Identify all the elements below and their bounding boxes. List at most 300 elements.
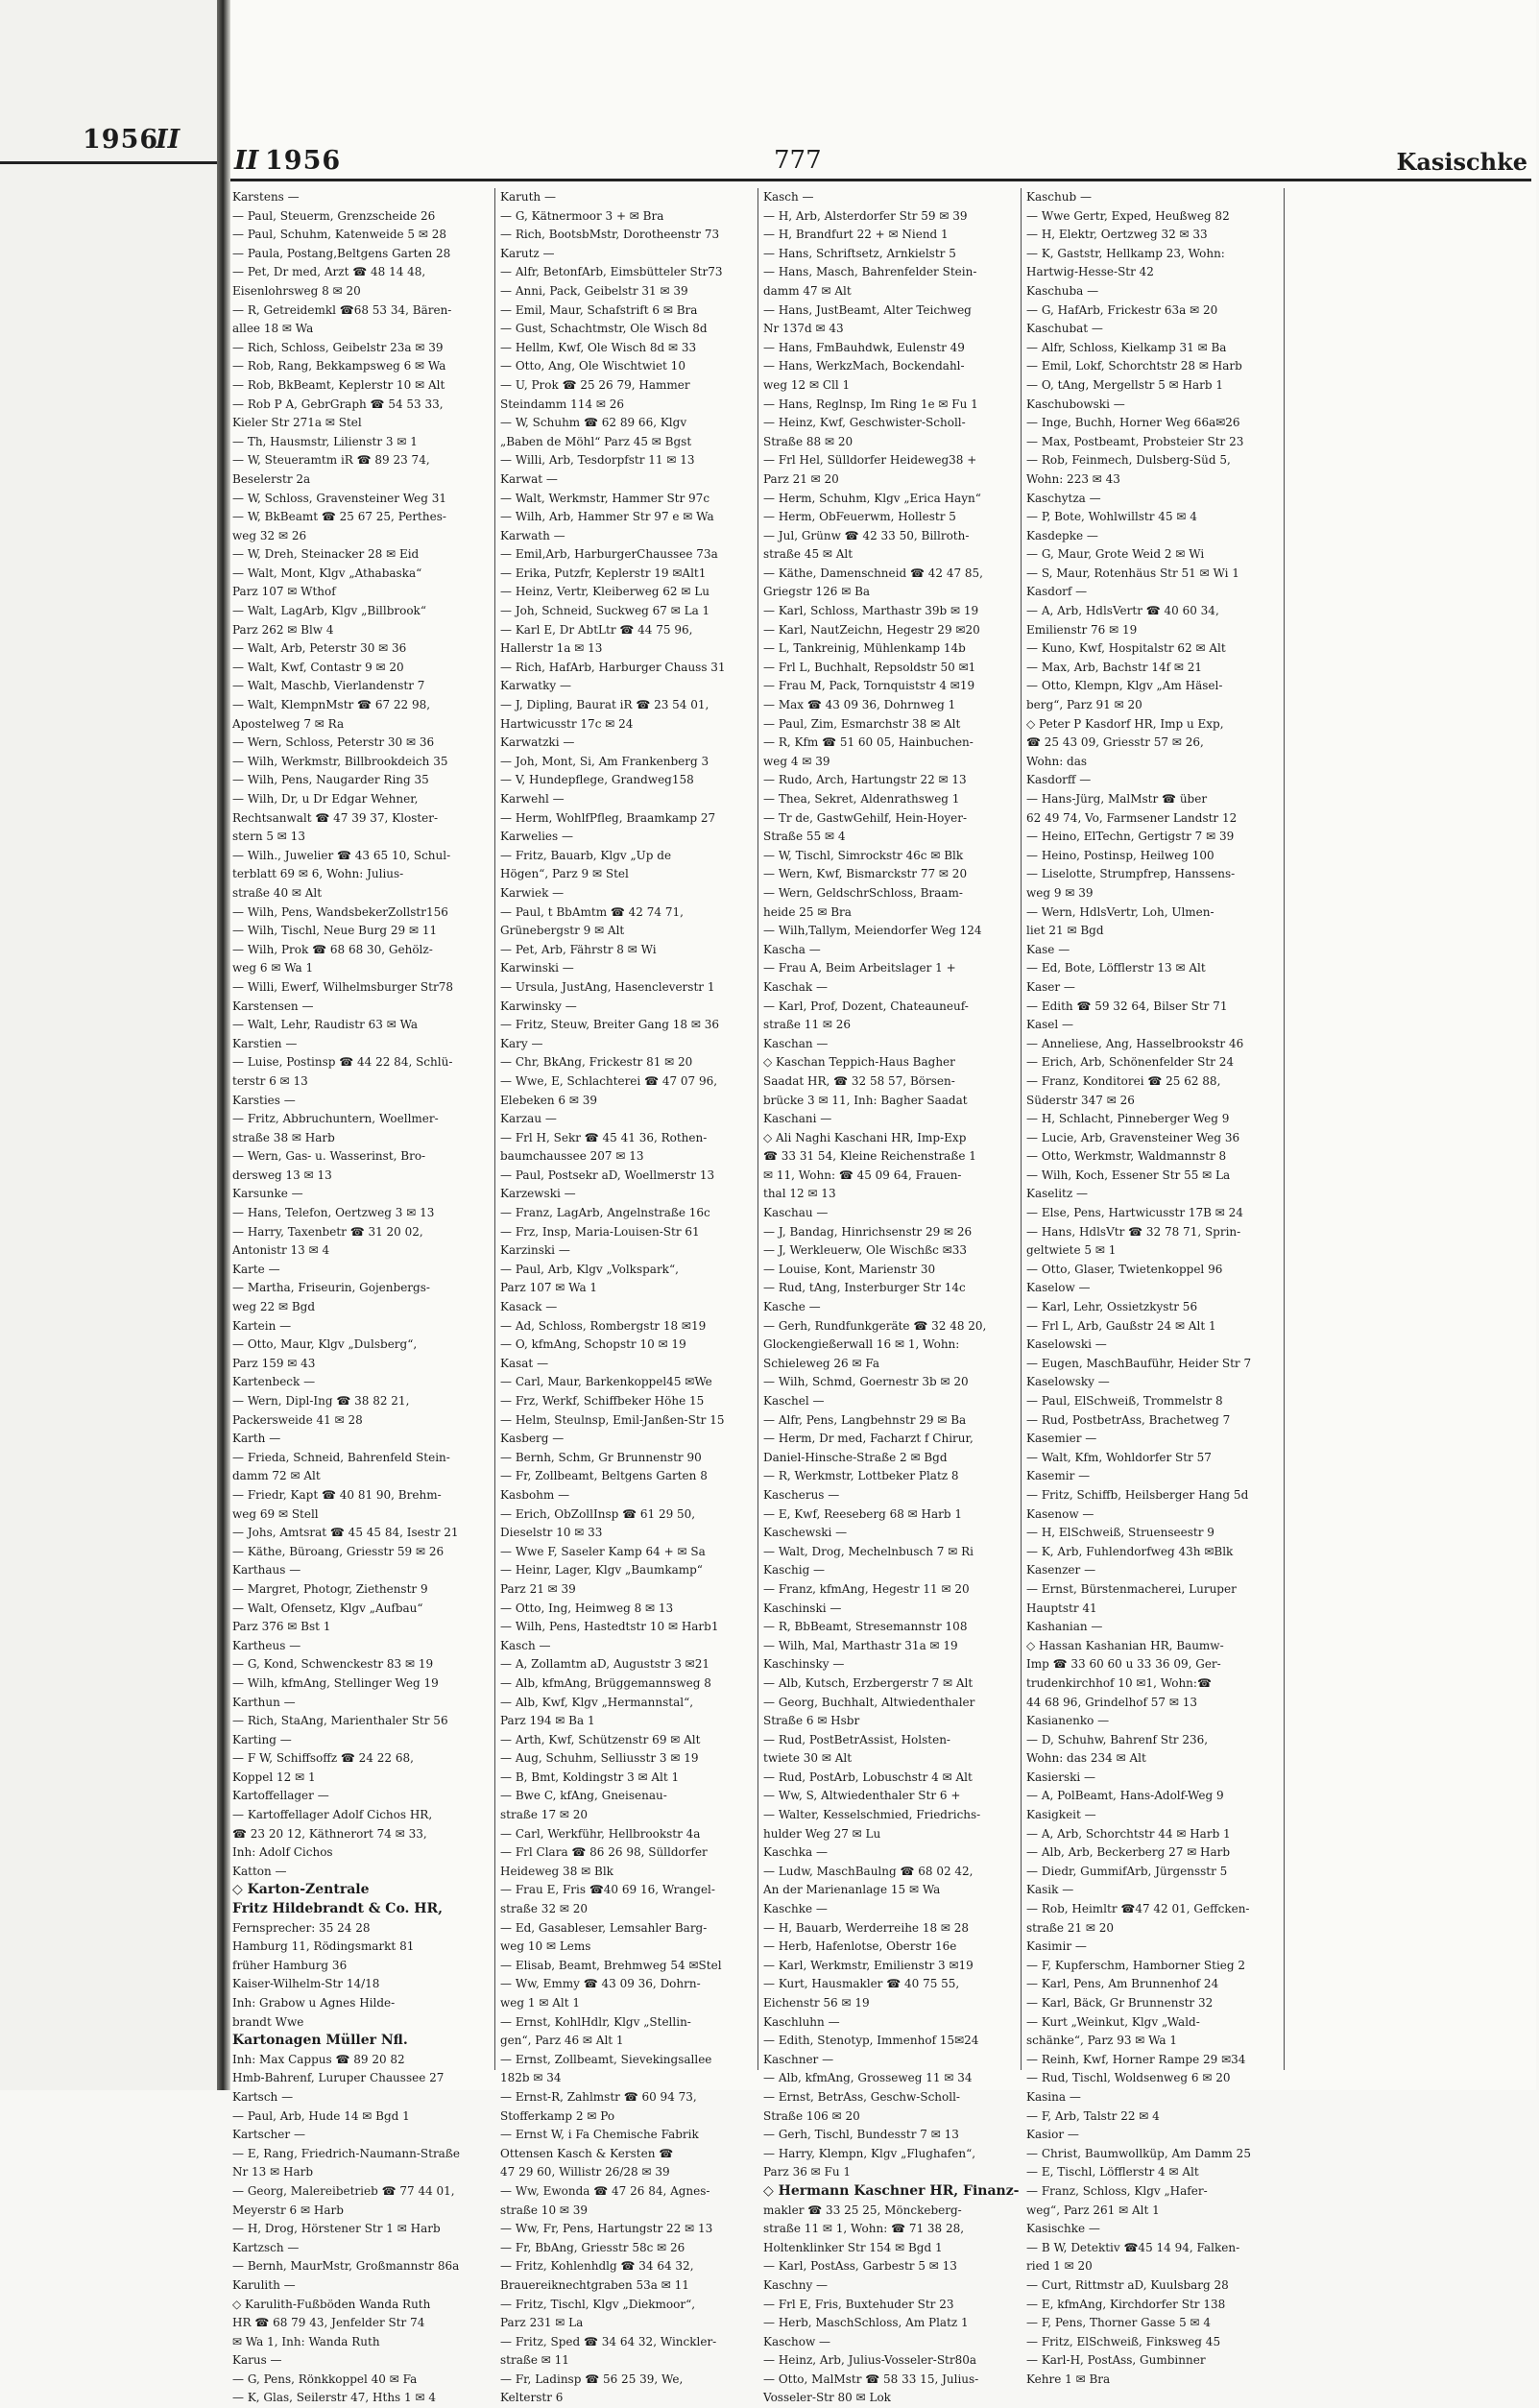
directory-entry-line: straße 11 ✉ 26 [763, 1018, 852, 1032]
directory-entry-line: — Rud, Tischl, Woldsenweg 6 ✉ 20 [1026, 2071, 1231, 2085]
directory-entry-line: Kaschani — [763, 1112, 832, 1126]
directory-entry-line: — H, Brandfurt 22 + ✉ Niend 1 [763, 228, 949, 242]
directory-entry-line: Kaschel — [763, 1394, 825, 1408]
directory-entry-line: — Gerh, Tischl, Bundesstr 7 ✉ 13 [763, 2128, 959, 2142]
directory-entry-line: straße 40 ✉ Alt [232, 885, 323, 900]
directory-entry-line: — W, Steueramtm iR ☎ 89 23 74, [232, 453, 430, 468]
directory-entry-line: — Franz, kfmAng, Hegestr 11 ✉ 20 [763, 1581, 970, 1596]
directory-entry-line: Kaschluhn — [763, 2014, 840, 2029]
directory-entry-line: Kasianenko — [1026, 1714, 1110, 1728]
directory-entry-line: Beselerstr 2a [232, 471, 311, 486]
directory-entry-line: — Karl, Schloss, Marthastr 39b ✉ 19 [763, 604, 979, 618]
directory-entry-line: Parz 36 ✉ Fu 1 [763, 2165, 852, 2179]
directory-entry-line: — Tr de, GastwGehilf, Hein-Hoyer- [763, 810, 968, 825]
directory-entry-line: Karwath — [500, 528, 565, 542]
directory-entry-line: — Georg, Buchhalt, Altwiedenthaler [763, 1695, 975, 1709]
directory-entry-line: — Walt, Kfm, Wohldorfer Str 57 [1026, 1450, 1212, 1464]
directory-entry-line: Parz 262 ✉ Blw 4 [232, 622, 334, 637]
directory-entry-line: ried 1 ✉ 20 [1026, 2259, 1093, 2274]
directory-entry-line: ☎ 25 43 09, Griesstr 57 ✉ 26, [1026, 735, 1204, 750]
directory-entry-line: straße 32 ✉ 20 [500, 1902, 589, 1916]
directory-entry-line: Straße 106 ✉ 20 [763, 2108, 860, 2123]
directory-entry-line: — Ernst W, i Fa Chemische Fabrik [500, 2128, 699, 2142]
directory-entry-line: — Wwe F, Saseler Kamp 64 + ✉ Sa [500, 1544, 706, 1558]
directory-entry-line: — H, ElSchweiß, Struenseestr 9 [1026, 1526, 1214, 1540]
directory-entry-line: Kaschub — [1026, 190, 1092, 204]
directory-entry-line: — Heino, ElTechn, Gertigstr 7 ✉ 39 [1026, 830, 1235, 844]
directory-entry-line: Kasemir — [1026, 1469, 1091, 1483]
directory-entry-line: Karwatky — [500, 679, 571, 693]
directory-entry-line: Karus — [232, 2353, 282, 2368]
directory-entry-line: Kartoffellager — [232, 1789, 329, 1803]
directory-entry-line: — Paul, ElSchweiß, Trommelstr 8 [1026, 1394, 1223, 1408]
directory-entry-line: — Joh, Mont, Si, Am Frankenberg 3 [500, 754, 709, 768]
directory-entry-line: — B W, Detektiv ☎45 14 94, Falken- [1026, 2240, 1240, 2254]
directory-entry-line: Karzau — [500, 1112, 557, 1126]
directory-entry-line: — W, Schloss, Gravensteiner Weg 31 [232, 491, 446, 505]
directory-entry-line: — E, kfmAng, Kirchdorfer Str 138 [1026, 2297, 1226, 2311]
directory-entry-line: Kascherus — [763, 1487, 840, 1502]
directory-entry-line: Kasch — [500, 1638, 551, 1652]
directory-entry-line: Kartsch — [232, 2089, 294, 2104]
directory-entry-line: — Margret, Photogr, Ziethenstr 9 [232, 1581, 428, 1596]
directory-entry-line: — Karl, Lehr, Ossietzkystr 56 [1026, 1300, 1198, 1314]
directory-entry-line: — F, Pens, Thorner Gasse 5 ✉ 4 [1026, 2316, 1212, 2330]
directory-entry-line: Wohn: das [1026, 754, 1088, 768]
directory-entry-line: — Erich, Arb, Schönenfelder Str 24 [1026, 1055, 1234, 1070]
directory-entry-line: — Rich, BootsbMstr, Dorotheenstr 73 [500, 228, 720, 242]
directory-entry-line: — Paul, Schuhm, Katenweide 5 ✉ 28 [232, 228, 447, 242]
directory-entry-line: Kaschubowski — [1026, 397, 1125, 411]
directory-entry-line: — Heinz, Kwf, Geschwister-Scholl- [763, 416, 966, 430]
directory-entry-line: — O, tAng, Mergellstr 5 ✉ Harb 1 [1026, 377, 1224, 392]
directory-entry-line: — Karl, PostAss, Garbestr 5 ✉ 13 [763, 2259, 957, 2274]
directory-entry-line: — Frau M, Pack, Tornquiststr 4 ✉19 [763, 679, 975, 693]
directory-entry-line: — Gust, Schachtmstr, Ole Wisch 8d [500, 322, 708, 336]
directory-entry-line: Karuth — [500, 190, 556, 204]
directory-entry-line: — Kuno, Kwf, Hospitalstr 62 ✉ Alt [1026, 641, 1226, 656]
directory-entry-line: — Hans, JustBeamt, Alter Teichweg [763, 302, 972, 317]
directory-entry-line: Saadat HR, ☎ 32 58 57, Börsen- [763, 1073, 955, 1088]
directory-entry-line: — Arth, Kwf, Schützenstr 69 ✉ Alt [500, 1732, 701, 1746]
directory-entry-line: früher Hamburg 36 [232, 1958, 348, 1972]
directory-entry-line: — Fritz, Sped ☎ 34 64 32, Winckler- [500, 2334, 717, 2348]
directory-entry-line: Kasik — [1026, 1883, 1074, 1897]
directory-entry-line: Kaschytza — [1026, 491, 1101, 505]
directory-entry-line: — E, Kwf, Reeseberg 68 ✉ Harb 1 [763, 1506, 963, 1521]
directory-entry-line: — Frl Clara ☎ 86 26 98, Sülldorfer [500, 1845, 708, 1860]
directory-column-2 [494, 188, 757, 2405]
directory-entry-line: straße 45 ✉ Alt [763, 547, 854, 562]
facing-page-fragment [0, 0, 224, 2090]
directory-entry-line: — Fritz, Tischl, Klgv „Diekmoor“, [500, 2297, 696, 2311]
directory-entry-line: — Reinh, Kwf, Horner Rampe 29 ✉34 [1026, 2052, 1246, 2066]
directory-entry-line: Stofferkamp 2 ✉ Po [500, 2108, 615, 2123]
directory-entry-line: Kasbohm — [500, 1487, 570, 1502]
directory-entry-line: — Bwe C, kfAng, Gneisenau- [500, 1789, 667, 1803]
directory-entry-line: Wohn: das 234 ✉ Alt [1026, 1751, 1146, 1766]
directory-entry-line: Parz 107 ✉ Wa 1 [500, 1281, 598, 1295]
directory-entry-line: — P, Bote, Wohlwillstr 45 ✉ 4 [1026, 510, 1197, 524]
directory-entry-line: — Edith ☎ 59 32 64, Bilser Str 71 [1026, 999, 1228, 1013]
directory-entry-line: Karutz — [500, 246, 555, 260]
directory-entry-line: — J, Bandag, Hinrichsenstr 29 ✉ 26 [763, 1224, 973, 1239]
directory-entry-line: — Rich, Schloss, Geibelstr 23a ✉ 39 [232, 340, 444, 354]
directory-entry-line: — Bernh, MaurMstr, Großmannstr 86a [232, 2259, 460, 2274]
directory-entry-line: Parz 194 ✉ Ba 1 [500, 1714, 595, 1728]
directory-entry-line: Daniel-Hinsche-Straße 2 ✉ Bgd [763, 1450, 948, 1464]
directory-entry-line: Parz 21 ✉ 20 [763, 471, 839, 486]
directory-entry-line: — Wilh, Tischl, Neue Burg 29 ✉ 11 [232, 924, 438, 938]
directory-entry-line: — H, Elektr, Oertzweg 32 ✉ 33 [1026, 228, 1208, 242]
directory-entry-line: Karwinsky — [500, 999, 577, 1013]
directory-entry-line: Katton — [232, 1864, 287, 1878]
directory-entry-line: — Alb, kfmAng, Brüggemannsweg 8 [500, 1675, 711, 1690]
directory-column-5 [1284, 188, 1539, 2070]
directory-entry-line: — Rich, HafArb, Harburger Chauss 31 [500, 660, 726, 674]
directory-entry-line: — Walt, LagArb, Klgv „Billbrook“ [232, 604, 426, 618]
directory-entry-line: — Wilh, Mal, Marthastr 31a ✉ 19 [763, 1638, 958, 1652]
directory-entry-line: — Ernst, BetrAss, Geschw-Scholl- [763, 2089, 960, 2104]
directory-entry-line: Karulith — [232, 2277, 296, 2292]
directory-entry-line: — Fritz, Kohlenhdlg ☎ 34 64 32, [500, 2259, 694, 2274]
directory-entry-line: — Max, Arb, Bachstr 14f ✉ 21 [1026, 660, 1202, 674]
directory-entry-line: Karzewski — [500, 1187, 576, 1201]
directory-entry-line: baumchaussee 207 ✉ 13 [500, 1149, 644, 1164]
directory-entry-line: — F, Kupferschm, Hamborner Stieg 2 [1026, 1958, 1246, 1972]
directory-entry-line: Kartenbeck — [232, 1375, 316, 1389]
directory-entry-line: Parz 21 ✉ 39 [500, 1581, 576, 1596]
directory-entry-line: — W, Tischl, Simrockstr 46c ✉ Blk [763, 848, 964, 862]
directory-entry-line: — Käthe, Damenschneid ☎ 42 47 85, [763, 566, 983, 580]
directory-entry-line: straße 11 ✉ 1, Wohn: ☎ 71 38 28, [763, 2222, 965, 2236]
directory-entry-line: — Ww, Fr, Pens, Hartungstr 22 ✉ 13 [500, 2222, 713, 2236]
directory-entry-line: Kaschubat — [1026, 322, 1103, 336]
directory-entry-line: — Wilh, Pens, Hastedtstr 10 ✉ Harb1 [500, 1620, 719, 1634]
directory-entry-line: Brauereiknechtgraben 53a ✉ 11 [500, 2277, 689, 2292]
directory-entry-line: — Alb, kfmAng, Grosseweg 11 ✉ 34 [763, 2071, 973, 2085]
directory-page [230, 0, 1536, 2405]
directory-entry-line: Glockengießerwall 16 ✉ 1, Wohn: [763, 1337, 960, 1352]
directory-entry-line: — Fritz, ElSchweiß, Finksweg 45 [1026, 2334, 1221, 2348]
directory-entry-line: Meyerstr 6 ✉ Harb [232, 2203, 344, 2217]
directory-entry-line: ✉ Wa 1, Inh: Wanda Ruth [232, 2334, 380, 2348]
directory-entry-line: — Franz, Konditorei ☎ 25 62 88, [1026, 1073, 1221, 1088]
directory-entry-line: — J, Werkleuerw, Ole Wischßc ✉33 [763, 1243, 968, 1258]
directory-entry-line: — J, Dipling, Baurat iR ☎ 23 54 01, [500, 698, 709, 712]
directory-entry-line: — R, BbBeamt, Stresemannstr 108 [763, 1620, 968, 1634]
directory-entry-line: — Otto, Maur, Klgv „Dulsberg“, [232, 1337, 418, 1352]
facing-page-header [0, 125, 217, 164]
directory-entry-line: Kaschewski — [763, 1526, 848, 1540]
directory-entry-line: Karthaus — [232, 1563, 301, 1577]
directory-entry-line: Wohn: 223 ✉ 43 [1026, 471, 1120, 486]
directory-entry-line: — Luise, Postinsp ☎ 44 22 84, Schlü- [232, 1055, 453, 1070]
directory-entry-line: — Rob, Heimltr ☎47 42 01, Geffcken- [1026, 1902, 1250, 1916]
directory-column-1 [232, 188, 490, 2405]
facing-page-volume: II [156, 125, 180, 155]
directory-entry-line: — Carl, Maur, Barkenkoppel45 ✉We [500, 1375, 712, 1389]
directory-entry-line: — Emil, Maur, Schafstrift 6 ✉ Bra [500, 302, 698, 317]
directory-entry-line: — Ad, Schloss, Rombergstr 18 ✉19 [500, 1318, 707, 1333]
directory-entry-line: Inh: Max Cappus ☎ 89 20 82 [232, 2052, 405, 2066]
directory-entry-line: Kaiser-Wilhelm-Str 14/18 [232, 1977, 380, 1991]
directory-entry-line: — Rob, BkBeamt, Keplerstr 10 ✉ Alt [232, 377, 445, 392]
directory-entry-line: — Wern, Schloss, Peterstr 30 ✉ 36 [232, 735, 435, 750]
directory-entry-line: — Edith, Stenotyp, Immenhof 15✉24 [763, 2034, 979, 2048]
directory-entry-line: — R, Kfm ☎ 51 60 05, Hainbuchen- [763, 735, 974, 750]
directory-entry-line: Kashanian — [1026, 1620, 1103, 1634]
directory-entry-line: Griegstr 126 ✉ Ba [763, 585, 871, 599]
directory-entry-line: — Walt, Ofensetz, Klgv „Aufbau“ [232, 1601, 423, 1615]
directory-entry-line: Kasina — [1026, 2089, 1081, 2104]
directory-entry-line: — Frz, Insp, Maria-Louisen-Str 61 [500, 1224, 700, 1239]
directory-entry-line: — G, HafArb, Frickestr 63a ✉ 20 [1026, 302, 1218, 317]
directory-entry-line: — Wilh, kfmAng, Stellinger Weg 19 [232, 1675, 439, 1690]
directory-entry-line: Kasior — [1026, 2128, 1079, 2142]
directory-entry-line: — Thea, Sekret, Aldenrathsweg 1 [763, 792, 960, 806]
directory-entry-line: — Ernst, Bürstenmacherei, Luruper [1026, 1581, 1237, 1596]
directory-entry-line: — Emil,Arb, HarburgerChaussee 73a [500, 547, 718, 562]
directory-entry-line: — Fritz, Abbruchuntern, Woellmer- [232, 1112, 439, 1126]
directory-entry-line: ◇ Karulith-Fußböden Wanda Ruth [232, 2297, 431, 2311]
directory-column-4 [1021, 188, 1284, 2386]
directory-entry-line: Fernsprecher: 35 24 28 [232, 1920, 371, 1935]
directory-entry-line: geltwiete 5 ✉ 1 [1026, 1243, 1117, 1258]
directory-entry-line: ◇ Peter P Kasdorf HR, Imp u Exp, [1026, 716, 1224, 731]
directory-entry-line: Kaschig — [763, 1563, 826, 1577]
directory-entry-line: — Lucie, Arb, Gravensteiner Weg 36 [1026, 1130, 1240, 1144]
directory-entry-line: Dieselstr 10 ✉ 33 [500, 1526, 603, 1540]
directory-entry-line: ◇ Kaschan Teppich-Haus Bagher [763, 1055, 955, 1070]
directory-entry-line: — Gerh, Rundfunkgeräte ☎ 32 48 20, [763, 1318, 987, 1333]
directory-entry-line: — Wilh, Prok ☎ 68 68 30, Gehölz- [232, 942, 433, 956]
directory-entry-line: Vosseler-Str 80 ✉ Lok [763, 2391, 891, 2405]
directory-entry-line: — Alb, Arb, Beckerberg 27 ✉ Harb [1026, 1845, 1231, 1860]
directory-entry-line: — Else, Pens, Hartwicusstr 17B ✉ 24 [1026, 1206, 1243, 1220]
directory-entry-line: Kasel — [1026, 1018, 1074, 1032]
directory-entry-line: weg 32 ✉ 26 [232, 528, 307, 542]
directory-entry-line: — F W, Schiffsoffz ☎ 24 22 68, [232, 1751, 414, 1766]
directory-entry-line: — Ursula, JustAng, Hasencleverstr 1 [500, 979, 715, 994]
directory-entry-line: — Louise, Kont, Marienstr 30 [763, 1262, 936, 1276]
directory-entry-line: — Friedr, Kapt ☎ 40 81 90, Brehm- [232, 1487, 442, 1502]
directory-entry-line: — Karl E, Dr AbtLtr ☎ 44 75 96, [500, 622, 693, 637]
directory-entry-line: ◇ Hassan Kashanian HR, Baumw- [1026, 1638, 1224, 1652]
directory-entry-line: — Hans, Schriftsetz, Arnkielstr 5 [763, 246, 956, 260]
directory-entry-line: — Georg, Malereibetrieb ☎ 77 44 01, [232, 2183, 455, 2198]
directory-entry-line: terstr 6 ✉ 13 [232, 1073, 308, 1088]
directory-entry-line: — Otto, MalMstr ☎ 58 33 15, Julius- [763, 2372, 979, 2386]
directory-entry-line: Kartonagen Müller Nfl. [232, 2033, 408, 2049]
directory-entry-line: — Fr, Zollbeamt, Beltgens Garten 8 [500, 1469, 708, 1483]
directory-entry-line: dersweg 13 ✉ 13 [232, 1168, 332, 1182]
directory-entry-line: straße 17 ✉ 20 [500, 1808, 589, 1822]
directory-entry-line: — Hans, Masch, Bahrenfelder Stein- [763, 265, 977, 279]
directory-entry-line: Holtenklinker Str 154 ✉ Bgd 1 [763, 2240, 943, 2254]
directory-entry-line: Kasenow — [1026, 1506, 1094, 1521]
directory-entry-line: ☎ 23 20 12, Käthnerort 74 ✉ 33, [232, 1826, 427, 1841]
directory-entry-line: Kasimir — [1026, 1939, 1087, 1954]
directory-entry-line: Kartscher — [232, 2128, 305, 2142]
directory-entry-line: Kaschau — [763, 1206, 829, 1220]
directory-entry-line: makler ☎ 33 25 25, Mönckeberg- [763, 2203, 962, 2217]
directory-entry-line: hulder Weg 27 ✉ Lu [763, 1826, 881, 1841]
directory-entry-line: straße ✉ 11 [500, 2353, 569, 2368]
directory-entry-line: „Baben de Möhl“ Parz 45 ✉ Bgst [500, 434, 692, 448]
directory-entry-line: Steindamm 114 ✉ 26 [500, 397, 624, 411]
directory-entry-line: Kartzsch — [232, 2240, 300, 2254]
directory-entry-line: — Anni, Pack, Geibelstr 31 ✉ 39 [500, 283, 688, 298]
directory-entry-line: weg 69 ✉ Stell [232, 1506, 319, 1521]
directory-entry-line: — Käthe, Büroang, Griesstr 59 ✉ 26 [232, 1544, 445, 1558]
directory-entry-line: Inh: Adolf Cichos [232, 1845, 333, 1860]
directory-entry-line: straße 21 ✉ 20 [1026, 1920, 1115, 1935]
directory-entry-line: — Rud, PostbetrAss, Brachetweg 7 [1026, 1412, 1231, 1427]
directory-entry-line: — Pet, Arb, Fährstr 8 ✉ Wi [500, 942, 657, 956]
directory-entry-line: Kaschner — [763, 2052, 834, 2066]
directory-entry-line: ✉ 11, Wohn: ☎ 45 09 64, Frauen- [763, 1168, 962, 1182]
directory-entry-line: — Franz, LagArb, Angelnstraße 16c [500, 1206, 710, 1220]
directory-entry-line: — Rud, PostArb, Lobuschstr 4 ✉ Alt [763, 1770, 973, 1784]
directory-entry-line: Karwat — [500, 471, 558, 486]
directory-entry-line: Kasischke — [1026, 2222, 1100, 2236]
directory-entry-line: — E, Rang, Friedrich-Naumann-Straße [232, 2146, 460, 2160]
directory-entry-line: — Erika, Putzfr, Keplerstr 19 ✉Alt1 [500, 566, 707, 580]
directory-entry-line: Kasdepke — [1026, 528, 1098, 542]
directory-entry-line: — Wilh,Tallym, Meiendorfer Weg 124 [763, 924, 982, 938]
directory-entry-line: Straße 88 ✉ 20 [763, 434, 854, 448]
directory-entry-line: — Hans, WerkzMach, Bockendahl- [763, 359, 965, 373]
directory-entry-line: — D, Schuhw, Bahrenf Str 236, [1026, 1732, 1209, 1746]
directory-entry-line: — O, kfmAng, Schopstr 10 ✉ 19 [500, 1337, 686, 1352]
directory-entry-line: — Hans, Telefon, Oertzweg 3 ✉ 13 [232, 1206, 435, 1220]
directory-entry-line: — B, Bmt, Koldingstr 3 ✉ Alt 1 [500, 1770, 680, 1784]
directory-entry-line: Kaselowsky — [1026, 1375, 1110, 1389]
directory-entry-line: Kascha — [763, 942, 821, 956]
directory-entry-line: Imp ☎ 33 60 60 u 33 36 09, Ger- [1026, 1657, 1221, 1672]
facing-page-year: 1956 [83, 125, 159, 155]
directory-entry-line: — Heino, Postinsp, Heilweg 100 [1026, 848, 1214, 862]
directory-entry-line: berg“, Parz 91 ✉ 20 [1026, 698, 1142, 712]
directory-entry-line: — Paul, Postsekr aD, Woellmerstr 13 [500, 1168, 715, 1182]
directory-entry-line: Straße 6 ✉ Hsbr [763, 1714, 860, 1728]
directory-entry-line: Emilienstr 76 ✉ 19 [1026, 622, 1138, 637]
directory-entry-line: Schieleweg 26 ✉ Fa [763, 1356, 880, 1370]
directory-entry-line: Nr 13 ✉ Harb [232, 2165, 314, 2179]
directory-entry-line: — Karl, Werkmstr, Emilienstr 3 ✉19 [763, 1958, 974, 1972]
directory-entry-line: Parz 231 ✉ La [500, 2316, 584, 2330]
directory-entry-line: — Paul, Arb, Hude 14 ✉ Bgd 1 [232, 2108, 410, 2123]
directory-entry-line: — Emil, Lokf, Schorchtstr 28 ✉ Harb [1026, 359, 1242, 373]
directory-entry-line: Rechtsanwalt ☎ 47 39 37, Kloster- [232, 810, 439, 825]
directory-entry-line: Kaschinski — [763, 1601, 842, 1615]
directory-entry-line: — Alfr, BetonfArb, Eimsbütteler Str73 [500, 265, 723, 279]
directory-entry-line: Kaser — [1026, 979, 1075, 994]
directory-entry-line: — Max, Postbeamt, Probsteier Str 23 [1026, 434, 1244, 448]
directory-entry-line: — Otto, Glaser, Twietenkoppel 96 [1026, 1262, 1223, 1276]
directory-entry-line: — Martha, Friseurin, Gojenbergs- [232, 1281, 430, 1295]
directory-entry-line: — F, Arb, Talstr 22 ✉ 4 [1026, 2108, 1160, 2123]
directory-entry-line: weg 12 ✉ Cll 1 [763, 377, 851, 392]
directory-entry-line: Kaschuba — [1026, 283, 1099, 298]
directory-entry-line: brücke 3 ✉ 11, Inh: Bagher Saadat [763, 1093, 968, 1107]
directory-entry-line: Hamburg 11, Rödingsmarkt 81 [232, 1939, 415, 1954]
directory-entry-line: Heideweg 38 ✉ Blk [500, 1864, 613, 1878]
directory-entry-line: Kaselow — [1026, 1281, 1091, 1295]
directory-entry-line: Kaschow — [763, 2334, 831, 2348]
directory-entry-line: Kasat — [500, 1356, 549, 1370]
directory-entry-line: — Otto, Ing, Heimweg 8 ✉ 13 [500, 1601, 674, 1615]
directory-entry-line: schänke“, Parz 93 ✉ Wa 1 [1026, 2034, 1178, 2048]
directory-entry-line: Kasdorf — [1026, 585, 1088, 599]
directory-entry-line: — Karl, Pens, Am Brunnenhof 24 [1026, 1977, 1219, 1991]
directory-entry-line: — Willi, Arb, Tesdorpfstr 11 ✉ 13 [500, 453, 695, 468]
directory-entry-line: liet 21 ✉ Bgd [1026, 924, 1104, 938]
directory-entry-line: — Alb, Kwf, Klgv „Hermannstal“, [500, 1695, 694, 1709]
directory-entry-line: — Eugen, MaschBauführ, Heider Str 7 [1026, 1356, 1252, 1370]
directory-entry-line: ☎ 33 31 54, Kleine Reichenstraße 1 [763, 1149, 976, 1164]
directory-entry-line: trudenkirchhof 10 ✉1, Wohn:☎ [1026, 1675, 1212, 1690]
directory-entry-line: — Fr, BbAng, Griesstr 58c ✉ 26 [500, 2240, 685, 2254]
directory-entry-line: Karte — [232, 1262, 280, 1276]
directory-entry-line: Kaschka — [763, 1845, 828, 1860]
directory-entry-line: — Karl, Prof, Dozent, Chateauneuf- [763, 999, 969, 1013]
directory-entry-line: — W, BkBeamt ☎ 25 67 25, Perthes- [232, 510, 446, 524]
directory-entry-line: stern 5 ✉ 13 [232, 830, 305, 844]
page-number: 777 [774, 146, 822, 175]
directory-entry-line: — G, Maur, Grote Weid 2 ✉ Wi [1026, 547, 1205, 562]
directory-entry-line: Kartein — [232, 1318, 292, 1333]
directory-entry-line: — Herb, MaschSchloss, Am Platz 1 [763, 2316, 969, 2330]
directory-entry-line: — Karl-H, PostAss, Gumbinner [1026, 2353, 1206, 2368]
directory-entry-line: — K, Glas, Seilerstr 47, Hths 1 ✉ 4 [232, 2391, 436, 2405]
book-spine [217, 0, 230, 2090]
directory-entry-line: Karwiek — [500, 885, 565, 900]
directory-entry-line: Karstensen — [232, 999, 314, 1013]
directory-entry-line: weg 6 ✉ Wa 1 [232, 961, 314, 975]
directory-entry-line: Kasberg — [500, 1432, 565, 1446]
directory-entry-line: Kehre 1 ✉ Bra [1026, 2372, 1111, 2386]
directory-entry-line: Kasdorff — [1026, 773, 1092, 787]
directory-entry-line: — Wilh., Juwelier ☎ 43 65 10, Schul- [232, 848, 451, 862]
directory-entry-line: — Fritz, Bauarb, Klgv „Up de [500, 848, 672, 862]
directory-entry-line: — Rob P A, GebrGraph ☎ 54 53 33, [232, 397, 444, 411]
directory-entry-line: — Alfr, Schloss, Kielkamp 31 ✉ Ba [1026, 340, 1227, 354]
directory-entry-line: ◇ Ali Naghi Kaschani HR, Imp-Exp [763, 1130, 967, 1144]
directory-entry-line: Kaschan — [763, 1036, 829, 1050]
directory-entry-line: Högen“, Parz 9 ✉ Stel [500, 867, 629, 881]
directory-entry-line: — Th, Hausmstr, Lilienstr 3 ✉ 1 [232, 434, 418, 448]
directory-entry-line: Kaselowski — [1026, 1337, 1107, 1352]
directory-entry-line: damm 47 ✉ Alt [763, 283, 852, 298]
directory-entry-line: Kase — [1026, 942, 1070, 956]
directory-entry-line: Hartwicusstr 17c ✉ 24 [500, 716, 634, 731]
directory-entry-line: HR ☎ 68 79 43, Jenfelder Str 74 [232, 2316, 425, 2330]
directory-entry-line: Kasierski — [1026, 1770, 1096, 1784]
directory-entry-line: — Wern, Dipl-Ing ☎ 38 82 21, [232, 1394, 410, 1408]
directory-entry-line: Eisenlohrsweg 8 ✉ 20 [232, 283, 361, 298]
directory-entry-line: — U, Prok ☎ 25 26 79, Hammer [500, 377, 690, 392]
directory-entry-line: Inh: Grabow u Agnes Hilde- [232, 1996, 396, 2010]
directory-entry-line: twiete 30 ✉ Alt [763, 1751, 853, 1766]
directory-entry-line: 62 49 74, Vo, Farmsener Landstr 12 [1026, 810, 1238, 825]
directory-entry-line: — Bernh, Schm, Gr Brunnenstr 90 [500, 1450, 702, 1464]
directory-entry-line: — Frl L, Arb, Gaußstr 24 ✉ Alt 1 [1026, 1318, 1216, 1333]
directory-entry-line: — Rud, PostBetrAssist, Holsten- [763, 1732, 950, 1746]
directory-entry-line: — Frz, Werkf, Schiffbeker Höhe 15 [500, 1394, 705, 1408]
directory-entry-line: — Paul, Zim, Esmarchstr 38 ✉ Alt [763, 716, 961, 731]
